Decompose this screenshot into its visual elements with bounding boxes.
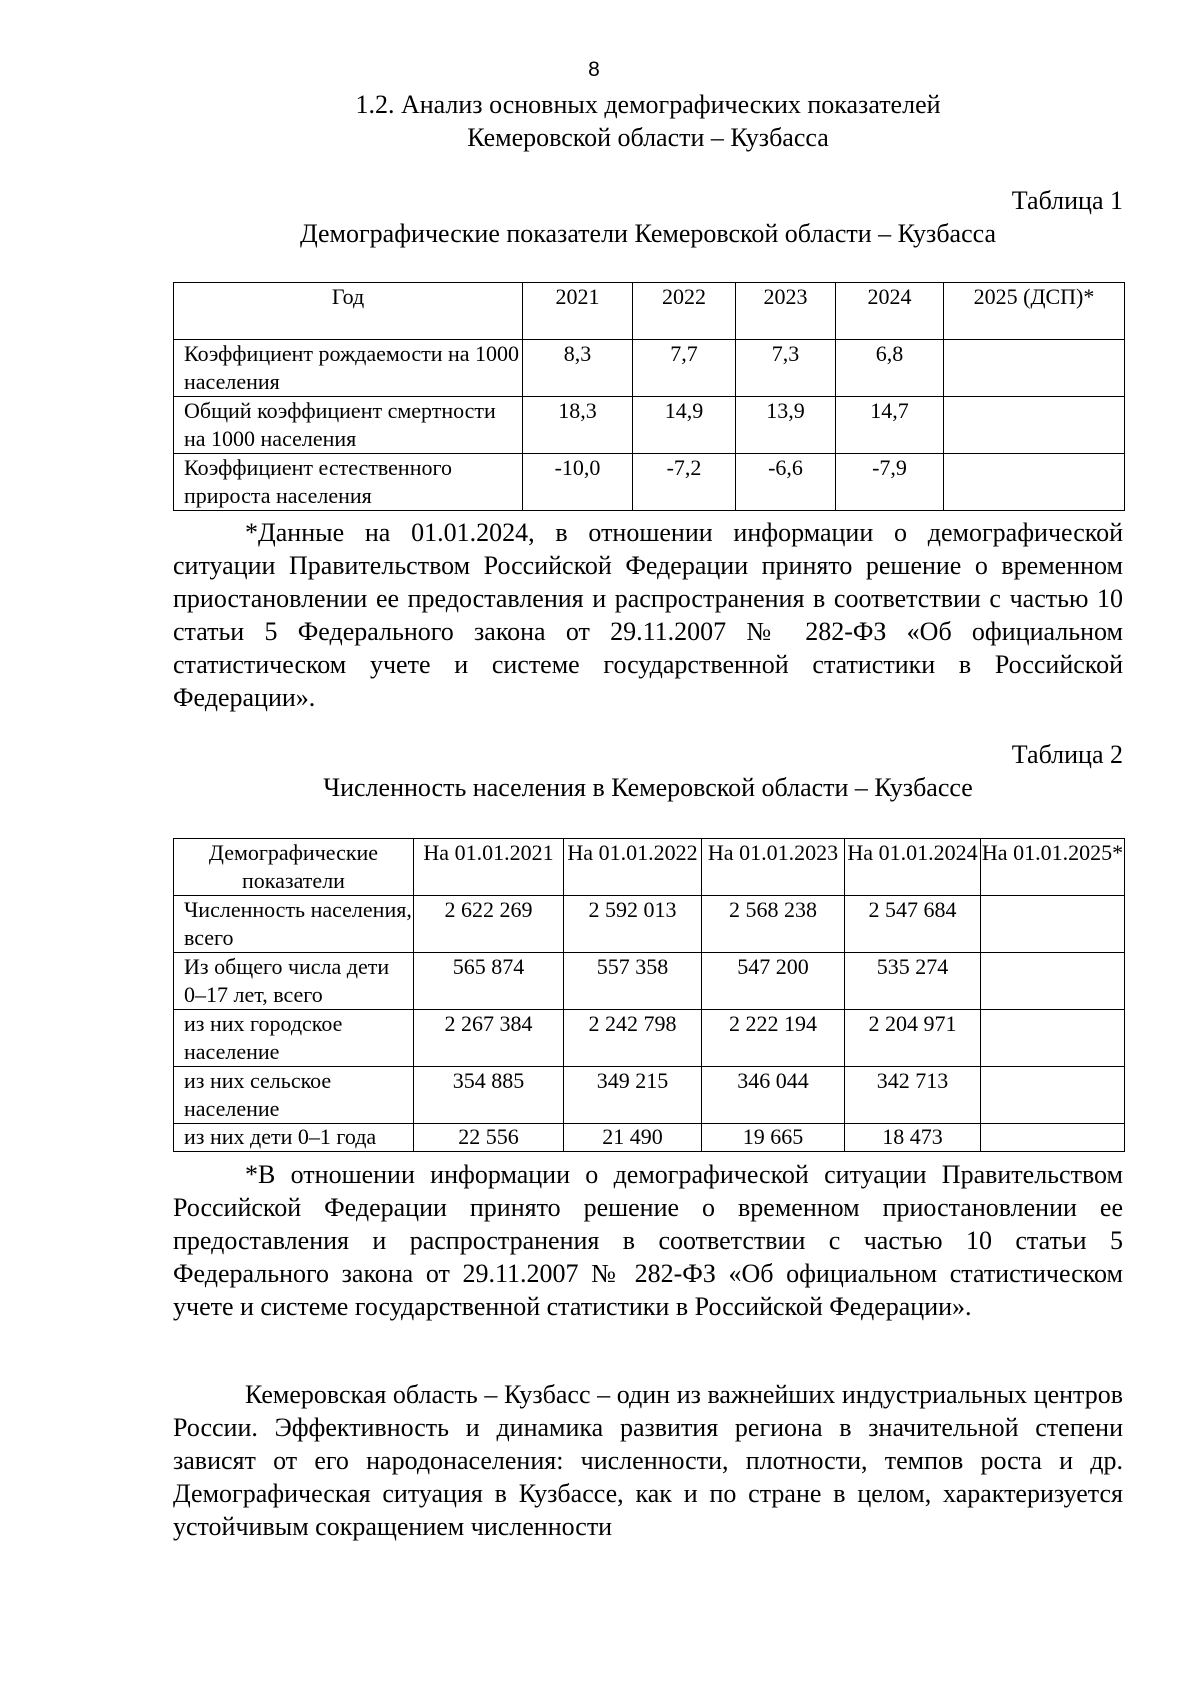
- section-heading: [173, 88, 1123, 154]
- table-header-row: [174, 283, 1125, 340]
- section-heading-line-1: 1.2. Анализ основных демографических показателей: [355, 90, 941, 119]
- table-cell: 547 200: [702, 953, 845, 1010]
- row-label-cell: из них дети 0–1 года: [174, 1124, 414, 1152]
- table-cell: [944, 340, 1125, 397]
- row-label-cell: Коэффициент естественного прироста населения: [174, 454, 523, 511]
- table-header-cell: На 01.01.2024: [845, 839, 981, 896]
- table-cell: 346 044: [702, 1067, 845, 1124]
- table-cell: 8,3: [523, 340, 633, 397]
- table-cell: 2 222 194: [702, 1010, 845, 1067]
- table-cell: 7,7: [633, 340, 736, 397]
- table-cell: 2 204 971: [845, 1010, 981, 1067]
- table-header-cell: 2023: [736, 283, 836, 340]
- table-header-cell: Демографические показатели: [174, 839, 414, 896]
- table-cell: -7,2: [633, 454, 736, 511]
- table-header-cell: На 01.01.2023: [702, 839, 845, 896]
- table1-header-block: [173, 184, 1123, 250]
- table-header-cell: 2022: [633, 283, 736, 340]
- table-cell: 2 622 269: [414, 896, 564, 953]
- table-row: [174, 1010, 1125, 1067]
- table-cell: 7,3: [736, 340, 836, 397]
- population-table: [173, 838, 1125, 1152]
- table-header-cell: На 01.01.2022: [564, 839, 702, 896]
- table-cell: 349 215: [564, 1067, 702, 1124]
- table-row: [174, 896, 1125, 953]
- table-header-cell: 2024: [836, 283, 944, 340]
- table-cell: 18,3: [523, 397, 633, 454]
- table-cell: 19 665: [702, 1124, 845, 1152]
- table-row: [174, 1067, 1125, 1124]
- row-label-cell: из них сельское население: [174, 1067, 414, 1124]
- row-label-cell: Из общего числа дети 0–17 лет, всего: [174, 953, 414, 1010]
- table-cell: 354 885: [414, 1067, 564, 1124]
- table-cell: -10,0: [523, 454, 633, 511]
- table-cell: -7,9: [836, 454, 944, 511]
- table-cell: 14,9: [633, 397, 736, 454]
- row-label-cell: Общий коэффициент смертности на 1000 населения: [174, 397, 523, 454]
- table2-header-block: [173, 738, 1123, 804]
- table-cell: 2 592 013: [564, 896, 702, 953]
- table-cell: [981, 1124, 1125, 1152]
- row-label-cell: Численность населения, всего: [174, 896, 414, 953]
- table-cell: -6,6: [736, 454, 836, 511]
- table-row: [174, 1124, 1125, 1152]
- table-cell: [981, 1067, 1125, 1124]
- table-row: [174, 454, 1125, 511]
- table-cell: 22 556: [414, 1124, 564, 1152]
- table-cell: [981, 896, 1125, 953]
- table-cell: 2 547 684: [845, 896, 981, 953]
- table-header-row: [174, 839, 1125, 896]
- table-header-cell: На 01.01.2021: [414, 839, 564, 896]
- table1-caption: Демографические показатели Кемеровской области – Кузбасса: [299, 219, 997, 248]
- table-cell: 535 274: [845, 953, 981, 1010]
- table-row: [174, 340, 1125, 397]
- table-cell: 2 242 798: [564, 1010, 702, 1067]
- page-number: 8: [588, 58, 600, 81]
- table-cell: 14,7: [836, 397, 944, 454]
- table-header-cell: Год: [174, 283, 523, 340]
- section-heading-line-2: Кемеровской области – Кузбасса: [467, 123, 829, 152]
- table-header-cell: На 01.01.2025*: [981, 839, 1125, 896]
- table-cell: 6,8: [836, 340, 944, 397]
- table-cell: 342 713: [845, 1067, 981, 1124]
- row-label-cell: из них городское население: [174, 1010, 414, 1067]
- table-cell: 21 490: [564, 1124, 702, 1152]
- table-cell: [944, 454, 1125, 511]
- table-header-cell: 2021: [523, 283, 633, 340]
- table-header-cell: 2025 (ДСП)*: [944, 283, 1125, 340]
- body-paragraph: Кемеровская область – Кузбасс – один из важнейших индустриальных центров России. Эффективность и динамика развития региона в значительной степени зависят от его народонаселения: численности, плотности, темпов роста и др. Демографическая ситуация в Кузбассе, как и по стране в целом, характеризуется устойчивым сокращением численности: [173, 1380, 1123, 1541]
- table2-footnote: *В отношении информации о демографической ситуации Правительством Российской Федерации принято решение о временном приостановлении ее предоставления и распространения в соответствии с частью 10 статьи 5 Федерального закона от 29.11.2007 № 282-ФЗ «Об официальном статистическом учете и системе государственной статистики в Российской Федерации».: [173, 1160, 1123, 1321]
- table1-footnote: *Данные на 01.01.2024, в отношении информации о демографической ситуации Правительством Российской Федерации принято решение о временном приостановлении ее предоставления и распространения в соответствии с частью 10 статьи 5 Федерального закона от 29.11.2007 № 282-ФЗ «Об официальном статистическом учете и системе государственной статистики в Российской Федерации».: [173, 518, 1123, 712]
- table-cell: 557 358: [564, 953, 702, 1010]
- table2-caption: Численность населения в Кемеровской области – Кузбассе: [323, 773, 973, 802]
- table-cell: [981, 1010, 1125, 1067]
- table-cell: 565 874: [414, 953, 564, 1010]
- table-row: [174, 397, 1125, 454]
- table-cell: 2 267 384: [414, 1010, 564, 1067]
- table-cell: 13,9: [736, 397, 836, 454]
- table-cell: [981, 953, 1125, 1010]
- demographic-indicators-table: [173, 282, 1125, 511]
- table2-label: Таблица 2: [1011, 740, 1123, 769]
- table1-label: Таблица 1: [1011, 186, 1123, 215]
- table-cell: [944, 397, 1125, 454]
- table-cell: 18 473: [845, 1124, 981, 1152]
- table-row: [174, 953, 1125, 1010]
- table-cell: 2 568 238: [702, 896, 845, 953]
- row-label-cell: Коэффициент рождаемости на 1000 населения: [174, 340, 523, 397]
